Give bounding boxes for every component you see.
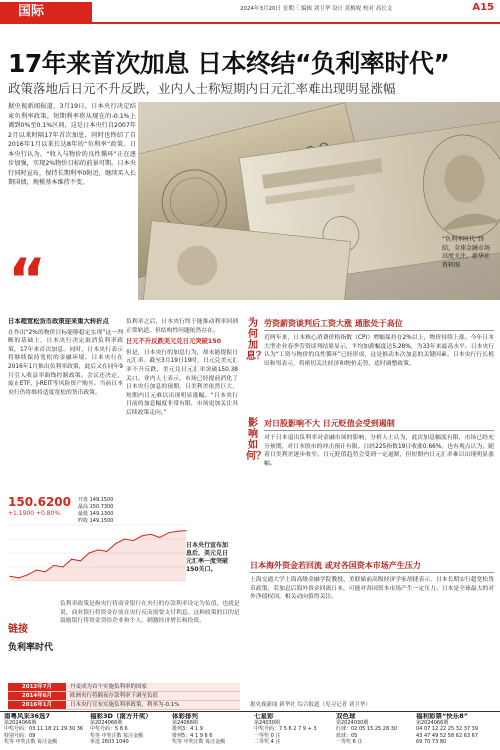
lottery-line: 69 70 73 80 — [416, 739, 447, 745]
section-tab: 国际 — [0, 2, 92, 22]
chart-point — [89, 552, 90, 553]
lottery-line: 蓝球：05 — [336, 732, 358, 739]
timeline-event: 欧洲央行将隔夜存款利率下调至负值 — [66, 692, 240, 700]
lottery-block — [416, 713, 498, 749]
lottery-line: 奖等 中奖注数 每注金额 — [172, 739, 226, 745]
timeline-row — [8, 683, 240, 692]
chart-point — [27, 574, 28, 575]
lottery-line: 单选 2603 1040 — [90, 739, 129, 745]
chart-point — [185, 530, 186, 531]
why-body: 近两年来，日本核心消费价格指数（CPI）增幅保持在2%以上，物价持续上涨。今年日本大型企业春季劳资谈判结果显示，平均加薪幅度达5.28%，为33年来最高水平。日本央行认为“工资与物价的良性循环”已经形成，这是推动本次加息的关键因素。日本央行行长植田和男表示，将密切关注经济和物价走势，适时调整政策。 — [264, 335, 494, 367]
link-body: 负利率政策是指央行将商业银行在央行的存款利率设定为负值，也就是说，商业银行将资金存放在央行反而需要支付利息。这种政策的目的是鼓励银行将资金贷给企业和个人，刺激经济增长和投资。 — [60, 601, 240, 624]
chart-point — [133, 540, 134, 541]
lottery-line: 奖等 中奖注数 每注金额 — [90, 732, 144, 739]
lottery-name: 体彩排列 — [172, 713, 198, 720]
lottery-line: 特别号码：09 — [4, 732, 36, 739]
banknote-illustration — [138, 102, 500, 300]
impact-rule — [264, 430, 494, 431]
chart-stat: 昨收 149.1500 — [78, 518, 114, 524]
link-subtitle: 负利率时代 — [8, 643, 54, 653]
lottery-name: 七星彩 — [254, 713, 274, 720]
chart-point — [36, 570, 37, 571]
lottery-block — [4, 713, 86, 749]
lottery-issue: 第24066期 — [172, 719, 198, 726]
why-title: 劳资薪资谈判后工资大涨 通胀处于高位 — [264, 319, 403, 328]
lottery-issue: 第2024066期 — [4, 719, 37, 726]
headline: 17年来首次加息 日本终结“负利率时代” — [8, 49, 450, 78]
lottery-block — [90, 713, 168, 749]
chart-point — [9, 576, 10, 577]
chart-stats — [78, 497, 188, 525]
chart-point — [177, 531, 178, 532]
middle-column-intro: 负利率之后，日本央行终于能推动利率回到正常轨道，但结构性问题依然存在。 — [126, 319, 238, 334]
lottery-line: 二等奖 4 注 — [254, 739, 281, 745]
impact-label: 影响如何？ — [246, 418, 266, 462]
timeline-event: 丹麦成为首个实施负利率的国家 — [66, 683, 240, 691]
chart-stat: 开盘 149.1500 — [78, 497, 114, 503]
lottery-issue: 第2024066期 — [90, 719, 123, 726]
lead-paragraph: 据央视新闻报道，3月19日，日本央行决定结束负利率政策，短期利率将从现在的-0.1%上调到0%至0.1%区间，这是日本央行自2007年2月以来时隔17年首次加息，同时也终结了自2016年1月以来长达8年的“负利率”政策。日本央行认为，“收入与物价的良性循环”正在逐步加强，实现2%物价目标的前景可期。日本央行同时宣布，保持长期利率0附近，继续买入长期国债，规模基本维持不变。 — [8, 103, 136, 186]
why-rule — [264, 330, 494, 331]
article-credits: 据央视新闻 新华社 综合报道（见习记者 刘卫华） — [250, 702, 371, 708]
lottery-line: 04 07 12 22 25 32 37 39 — [416, 726, 479, 732]
link-label: 链接 — [8, 624, 28, 635]
page-header — [0, 0, 500, 22]
header-rule — [0, 22, 500, 24]
chart-change: +1.1900 +0.80% — [8, 510, 61, 517]
negative-rate-timeline — [8, 683, 240, 710]
chart-point — [124, 538, 125, 539]
page-meta: 2024年3月20日 星期三 编辑 刘卫华 设计 黄梅妮 校对 高长文 — [240, 6, 393, 12]
chart-stat: 最低 149.1300 — [78, 511, 114, 517]
quote-mark-icon: “ — [8, 246, 47, 314]
chart-price: 150.6200 — [8, 495, 72, 509]
timeline-row — [8, 692, 240, 701]
why-label: 为何加息？ — [246, 318, 266, 362]
lottery-line: 排列3：4 1 9 — [172, 726, 203, 732]
chart-point — [168, 532, 169, 533]
timeline-event: 日本央行宣布实施负利率政策，利率为-0.1% — [66, 701, 240, 709]
impact-title: 对日股影响不大 日元贬值会受到遏制 — [264, 419, 395, 428]
middle-column-body: 但是，日本央行的加息行为，却未能提振日元汇率。截至3月19日19时，日元兑美元汇率不升反跌，美元兑日元汇率突破150.38关口。业内人士表示，市场已经提前消化了日本央行加息的预期，日美利差依然巨大，短期内日元难以出现明显涨幅。“日本央行目前的加息幅度非常有限，市场更加关注其后续政策走向。” — [126, 349, 238, 416]
photo-caption: “负利率时代”终结，全球金融市场高度关注。新华社资料图 — [442, 236, 491, 269]
lottery-rule — [0, 711, 500, 712]
lottery-line: 中奖号码：5 8 6 — [90, 726, 128, 732]
capital-flow-title: 日本海外资金若回流 或对各国资本市场产生压力 — [250, 561, 421, 570]
middle-column — [126, 318, 238, 490]
timeline-date: 2016年1月 — [8, 701, 66, 709]
chart-stat: 最高 150.7300 — [78, 504, 114, 510]
lottery-block — [172, 713, 250, 749]
lottery-name: 双色球 — [336, 713, 356, 720]
chart-point — [62, 566, 63, 567]
chart-point — [71, 559, 72, 560]
chart-point — [106, 551, 107, 552]
subheadline: 政策落地后日元不升反跌，业内人士称短期内日元汇率难出现明显涨幅 — [8, 81, 396, 96]
chart-point — [159, 537, 160, 538]
lottery-issue: 第24030期 — [254, 719, 280, 726]
left-column-title: 日本超宽松货币政策迎来重大转折点 — [8, 318, 109, 325]
middle-column-title: 日元不升反跌美元兑日元突破150 — [126, 338, 222, 346]
lottery-line: 中奖号码：7 5 6 2 7 9 + 3 — [254, 726, 317, 732]
chart-point — [141, 535, 142, 536]
lottery-block — [254, 713, 332, 749]
lottery-name: 福彩3D（南方开奖） — [90, 713, 152, 720]
lottery-line: 中奖号码：03 11 18 21 29 30 36 — [4, 726, 84, 732]
banknote-photo — [138, 102, 500, 300]
chart-point — [80, 560, 81, 561]
chart-point — [53, 565, 54, 566]
timeline-date: 2012年7月 — [8, 683, 66, 691]
lottery-line: 43 47 49 52 58 62 63 67 — [416, 732, 479, 739]
capital-flow-rule — [250, 572, 494, 573]
lottery-block — [336, 713, 412, 749]
chart-point — [150, 534, 151, 535]
page-number: A15 — [472, 2, 494, 13]
left-column — [8, 318, 123, 493]
impact-body: 对于日本退出负利率对金融市场的影响，分析人士认为，此次加息幅度有限，市场已经充分预期，对日本股市的冲击预计有限。日经225指数19日收涨0.66%。也有观点认为，随着日美利差逐步收窄，日元贬值趋势会受到一定遏制，但短期内日元汇率难以出现明显涨幅。 — [264, 435, 494, 467]
timeline-row — [8, 701, 240, 710]
lottery-name: 福利彩票“快乐8” — [416, 713, 469, 720]
lottery-issue: 第2024030期 — [336, 719, 369, 726]
lottery-line: 一等奖 0 注 — [254, 732, 281, 739]
chart-point — [97, 549, 98, 550]
left-column-body: 在作出“2%的物价目标能够稳定实现”这一判断的基础上，日本央行决定取消负利率政策，17年来首次加息。同时，日本央行表示将继续保持宽松的金融环境。日本央行在2016年1月推出负利率政策，此后又在同年9月引入收益率曲线控制政策。会议还决定，废止ETF、J-REIT等风险资产购买。当前日本央行仍将维持适度宽松的货币政策。 — [8, 329, 123, 396]
chart-point — [18, 577, 19, 578]
lottery-line: 排列5：4 1 9 6 6 — [172, 732, 213, 739]
lottery-line: 奖等 中奖注数 每注金额 — [4, 739, 58, 745]
lottery-line: 一等奖 6 注 — [336, 739, 363, 745]
timeline-date: 2014年6月 — [8, 692, 66, 700]
chart-point — [115, 543, 116, 544]
lottery-issue: 第2024066期 — [416, 719, 449, 726]
capital-flow-body: 上海交通大学上海高级金融学院教授、美联储前高级经济学家胡捷表示，日本长期实行超宽松货币政策，若加息后海外资金回流日本，可能对各国资本市场产生一定压力。日本是全球最大的对外净债权国，相关动向值得关注。 — [250, 577, 494, 601]
chart-caption: 日本央行宣布加息后，美元兑日元汇率一度突破150关口。 — [186, 542, 232, 574]
chart-area — [10, 531, 186, 581]
chart-point — [45, 571, 46, 572]
lottery-name: 南粤风采36选7 — [4, 713, 51, 720]
lottery-line: 红球：02 05 15 25 28 30 — [336, 726, 398, 732]
